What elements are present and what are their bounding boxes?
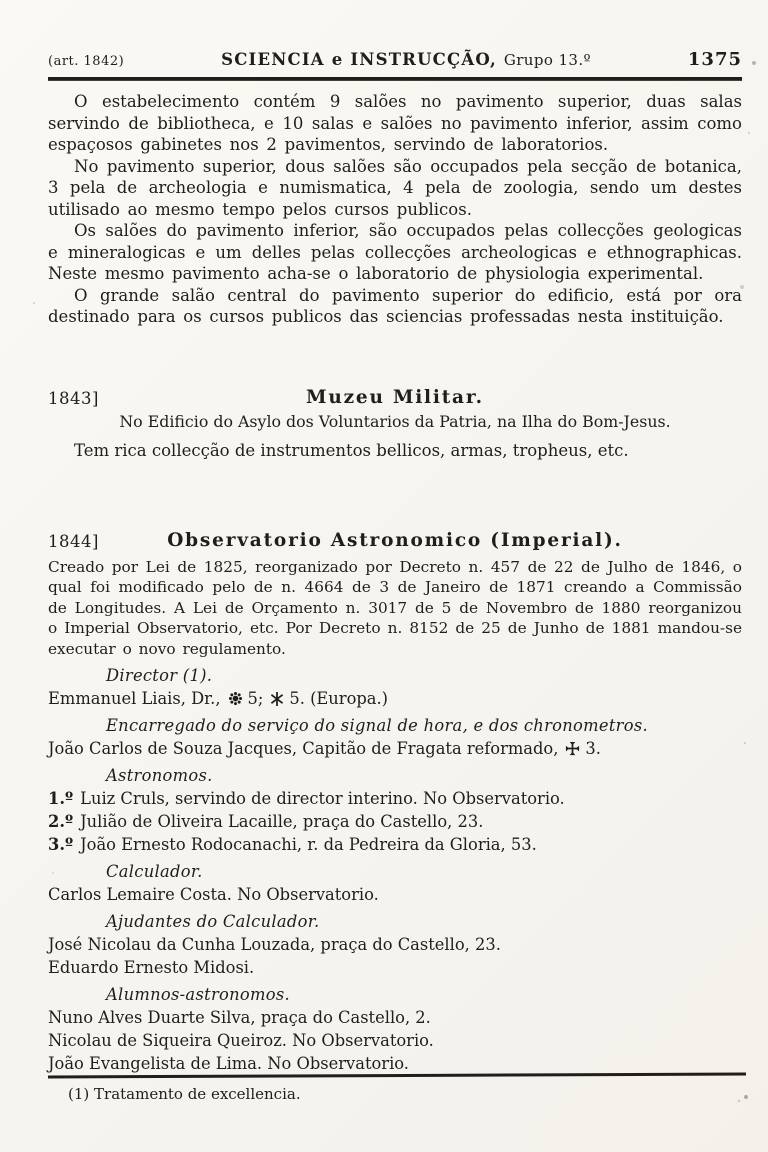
- entry-1844-head: [48, 529, 742, 553]
- person-line: Nuno Alves Duarte Silva, praça do Castello, 2.: [48, 1008, 431, 1027]
- astronomo-item: [48, 811, 742, 832]
- person-line: [48, 688, 742, 709]
- role-heading-alumnos: Alumnos-astronomos.: [106, 985, 290, 1004]
- person-name: João Carlos de Souza Jacques, Capitão de Fragata reformado,: [48, 739, 559, 758]
- medal-count: 5;: [247, 689, 264, 708]
- person-name: João Ernesto Rodocanachi, r. da Pedreira da Gloria, 53.: [80, 835, 537, 854]
- person-line: Nicolau de Siqueira Queiroz. No Observatorio.: [48, 1031, 434, 1050]
- article-reference: (art. 1842): [48, 54, 125, 69]
- person-line: José Nicolau da Cunha Louzada, praça do Castello, 23.: [48, 935, 501, 954]
- page-footer: [48, 1074, 742, 1104]
- entry-location: No Edificio do Asylo dos Voluntarios da Patria, na Ilha do Bom-Jesus.: [119, 411, 671, 431]
- role-heading-encarregado: Encarregado do serviço do signal de hora, e dos chronometros.: [106, 716, 648, 735]
- medal-count: 5. (Europa.): [289, 689, 389, 708]
- medal-count: 3.: [585, 739, 601, 758]
- ordinal: 3.º: [48, 835, 74, 854]
- ordinal: 1.º: [48, 789, 74, 808]
- person-line: João Evangelista de Lima. No Observatorio.: [48, 1054, 409, 1073]
- person-name: Julião de Oliveira Lacaille, praça do Castello, 23.: [80, 812, 484, 831]
- intro-paragraph-4: O grande salão central do pavimento superior do edificio, está por ora destinado para os cursos publicos das sciencias professadas nesta instituição.: [48, 285, 742, 326]
- ordinal: 2.º: [48, 812, 74, 831]
- page-number: 1375: [687, 49, 742, 70]
- entry-history: Creado por Lei de 1825, reorganizado por Decreto n. 457 de 22 de Julho de 1846, o qual foi modificado pelo de n. 4664 de 3 de Janeiro de 1871 creando a Commissão de Longitudes. A Lei de Orçamento n. 3017 de 5 de Novembro de 1880 reorganizou o Imperial Observatorio, etc. Por Decreto n. 8152 de 25 de Junho de 1881 mandou-se executar o novo regulamento.: [48, 557, 742, 658]
- person-line: Eduardo Ernesto Midosi.: [48, 958, 255, 977]
- intro-section: [48, 91, 742, 328]
- cross-fleury-medal-icon: [565, 741, 580, 756]
- entry-number: 1843]: [48, 388, 99, 408]
- entry-title: Observatorio Astronomico (Imperial).: [167, 529, 623, 551]
- role-heading-astronomos: Astronomos.: [106, 766, 213, 785]
- section-title-main: SCIENCIA e INSTRUCÇÃO,: [221, 50, 497, 69]
- intro-paragraph-1: O estabelecimento contém 9 salões no pavimento superior, duas salas servindo de bibliotheca, e 10 salas e salões no pavimento inferior, assim como espaçosos gabinetes nos 2 pavimentos, servindo de laboratorios.: [48, 92, 742, 154]
- entry-1844: [48, 529, 742, 1075]
- rosette-medal-icon: [228, 691, 243, 706]
- person-line: [48, 738, 742, 759]
- footnote-rule: [48, 1072, 746, 1078]
- role-heading-calculador: Calculador.: [106, 862, 203, 881]
- entry-1843-head: [48, 386, 742, 410]
- star-medal-icon: [270, 692, 284, 706]
- person-line: Carlos Lemaire Costa. No Observatorio.: [48, 885, 379, 904]
- section-title: [221, 50, 591, 70]
- astronomo-item: [48, 834, 742, 855]
- running-head: [48, 50, 742, 72]
- person-name: Luiz Cruls, servindo de director interino. No Observatorio.: [80, 789, 565, 808]
- astronomo-item: [48, 788, 742, 809]
- header-rule: [48, 77, 742, 81]
- entry-number: 1844]: [48, 531, 99, 551]
- role-heading-ajudantes: Ajudantes do Calculador.: [106, 912, 320, 931]
- scan-speck-artifacts: [0, 0, 2, 2]
- intro-paragraph-2: No pavimento superior, dous salões são occupados pela secção de botanica, 3 pela de archeologia e numismatica, 4 pela de zoologia, sendo um destes utilisado ao mesmo tempo pelos cursos publicos.: [48, 156, 742, 219]
- intro-paragraph-3: Os salões do pavimento inferior, são occupados pelas collecções geologicas e mineralogicas e um delles pelas collecções archeologicas e ethnographicas. Neste mesmo pavimento acha-se o laboratorio de physiologia experimental.: [48, 221, 742, 283]
- person-name: Emmanuel Liais, Dr.,: [48, 689, 221, 708]
- entry-title: Muzeu Militar.: [306, 386, 484, 408]
- section-title-group: Grupo 13.º: [503, 51, 591, 69]
- role-heading-director: Director (1).: [106, 666, 213, 685]
- entry-description: Tem rica collecção de instrumentos bellicos, armas, tropheus, etc.: [74, 440, 629, 460]
- entry-1843: [48, 386, 742, 461]
- footnote: (1) Tratamento de excellencia.: [68, 1085, 301, 1103]
